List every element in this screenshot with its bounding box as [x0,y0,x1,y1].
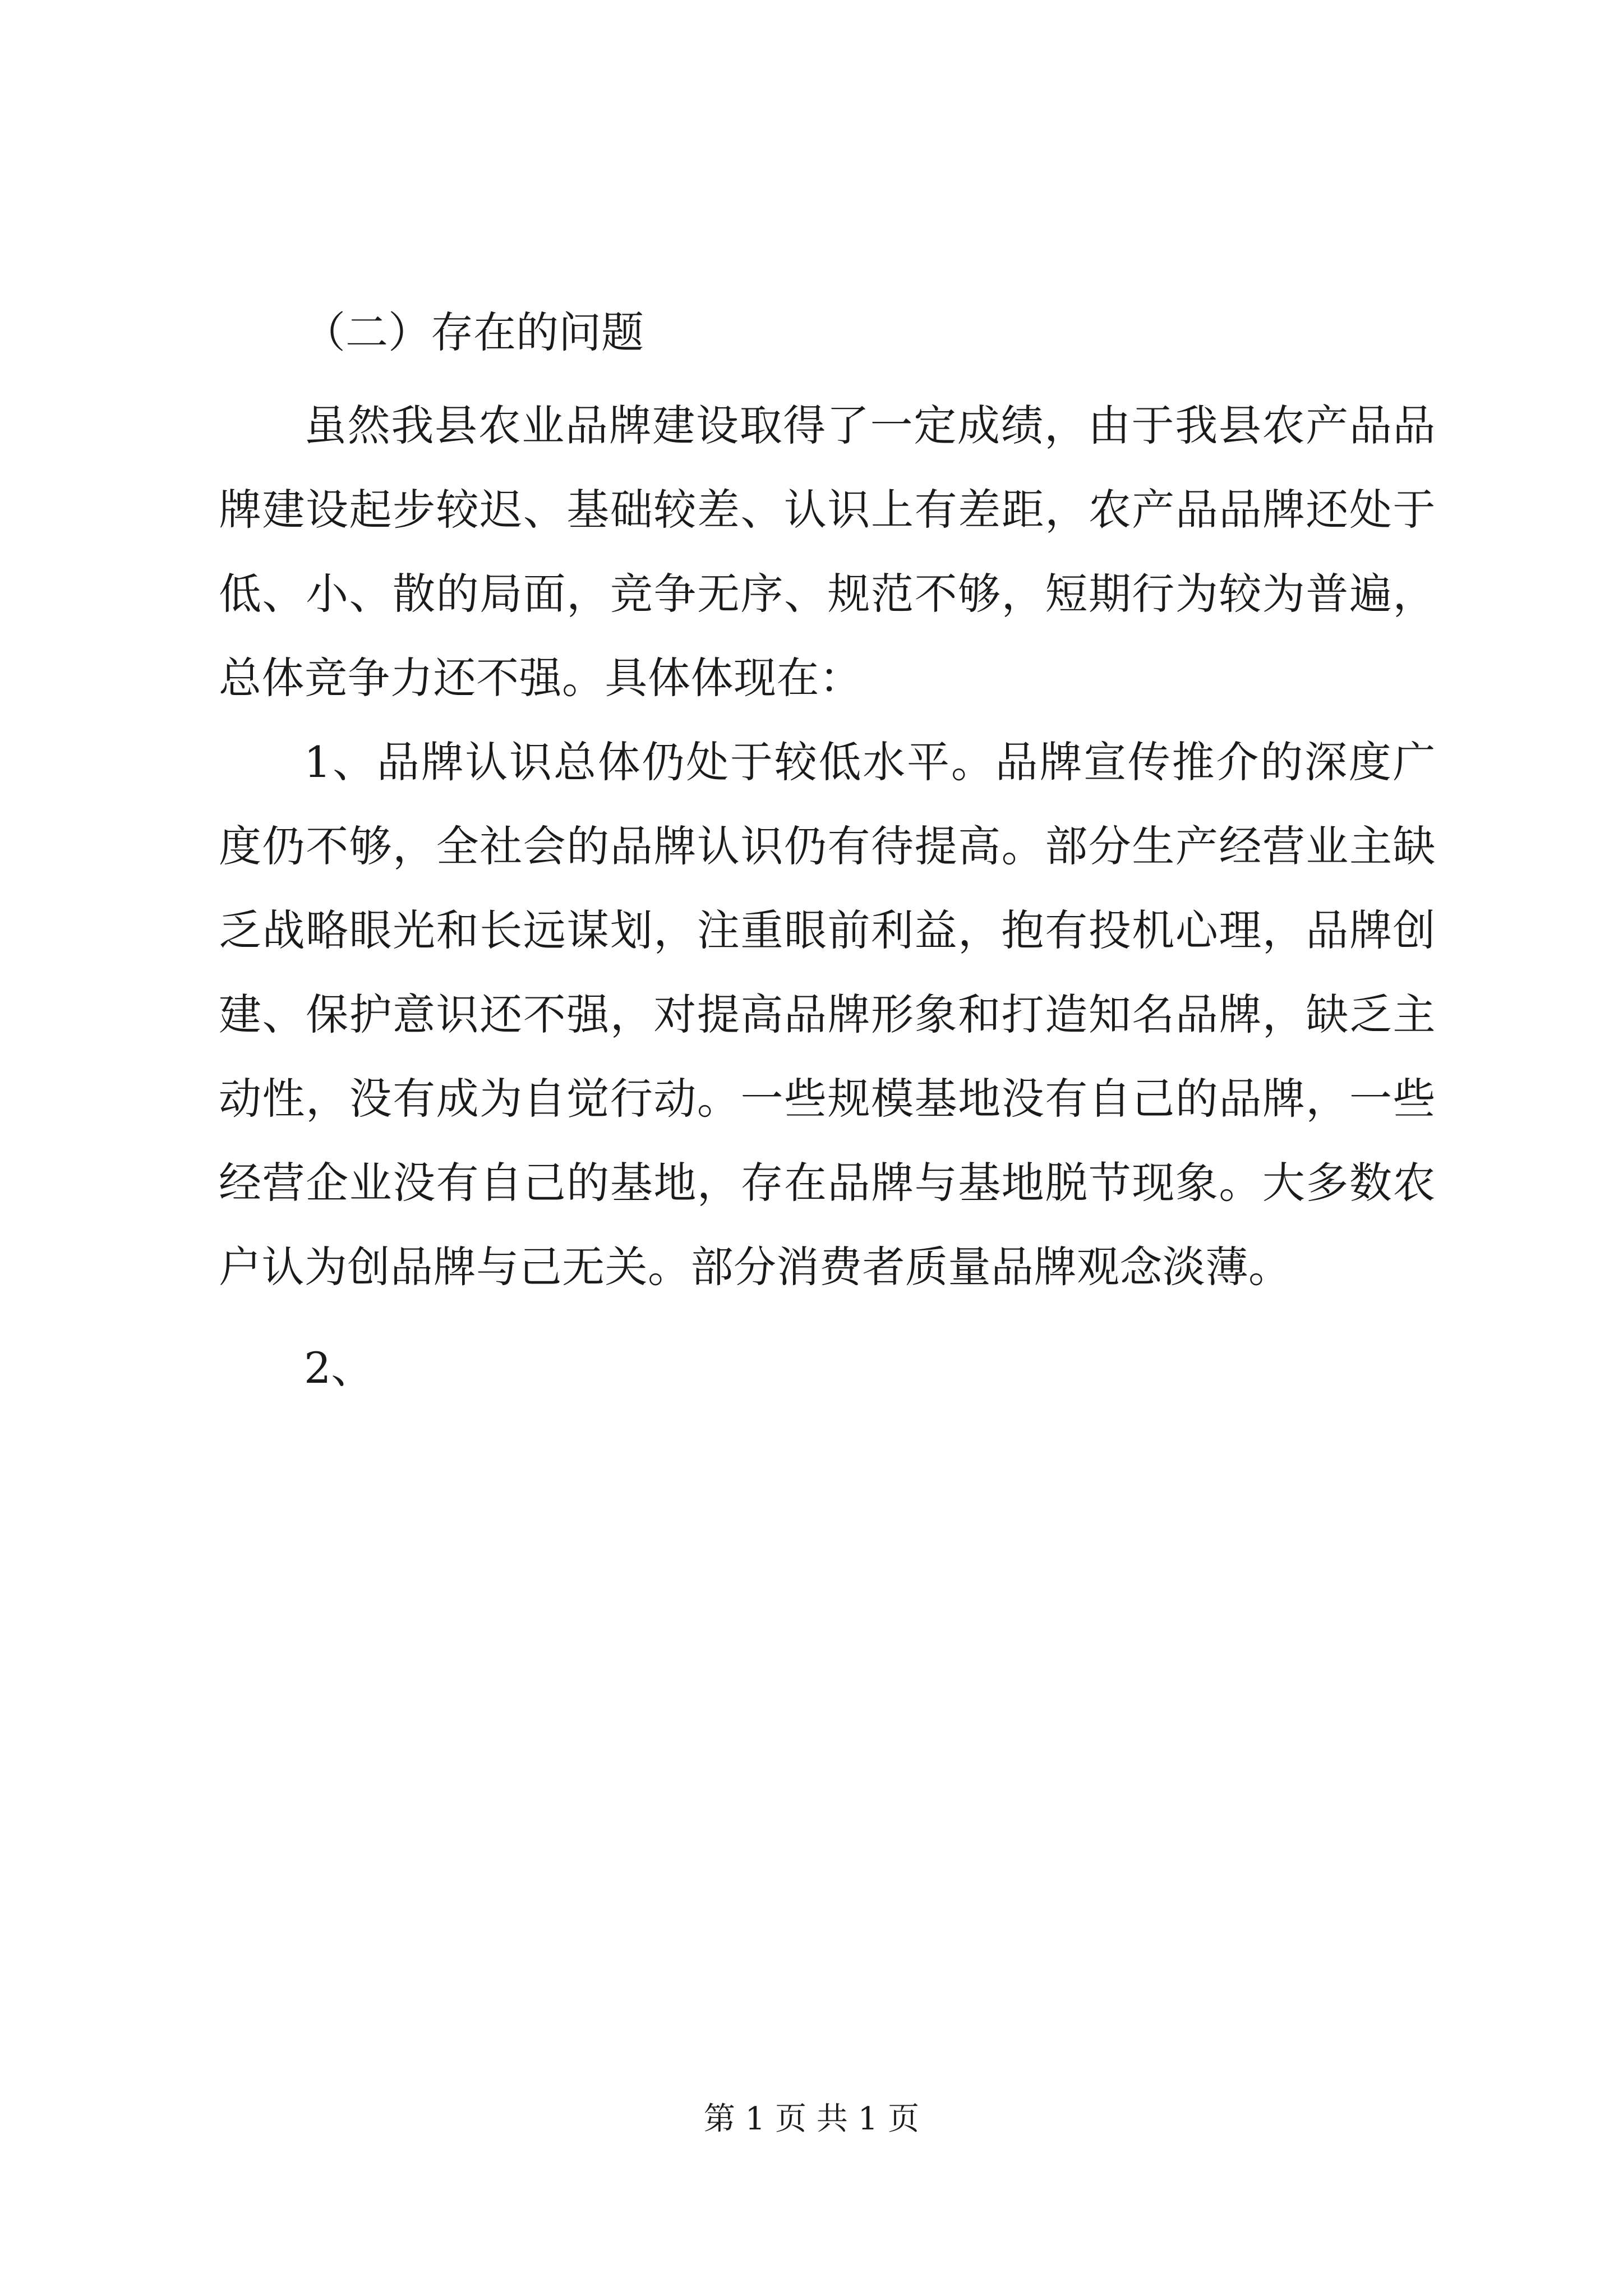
paragraph-item-2: 2、 [304,1343,374,1393]
paragraph-intro: 虽然我县农业品牌建设取得了一定成绩，由于我县农产品品牌建设起步较迟、基础较差、认识上有差距，农产品品牌还处于低、小、散的局面，竞争无序、规范不够，短期行为较为普遍，总体竞争力还不强。具体体现在： [219,401,1436,703]
paragraph-item-1: 1、品牌认识总体仍处于较低水平。品牌宣传推介的深度广度仍不够，全社会的品牌认识仍有待提高。部分生产经营业主缺乏战略眼光和长远谋划，注重眼前利益，抱有投机心理，品牌创建、保护意识还不强，对提高品牌形象和打造知名品牌，缺乏主动性，没有成为自觉行动。一些规模基地没有自己的品牌，一些经营企业没有自己的基地，存在品牌与基地脱节现象。大多数农户认为创品牌与己无关。部分消费者质量品牌观念淡薄。 [219,737,1436,1292]
document-body [219,302,1436,1410]
page-footer: 第 1 页 共 1 页 [703,2101,920,2137]
section-heading: （二）存在的问题 [303,307,644,357]
